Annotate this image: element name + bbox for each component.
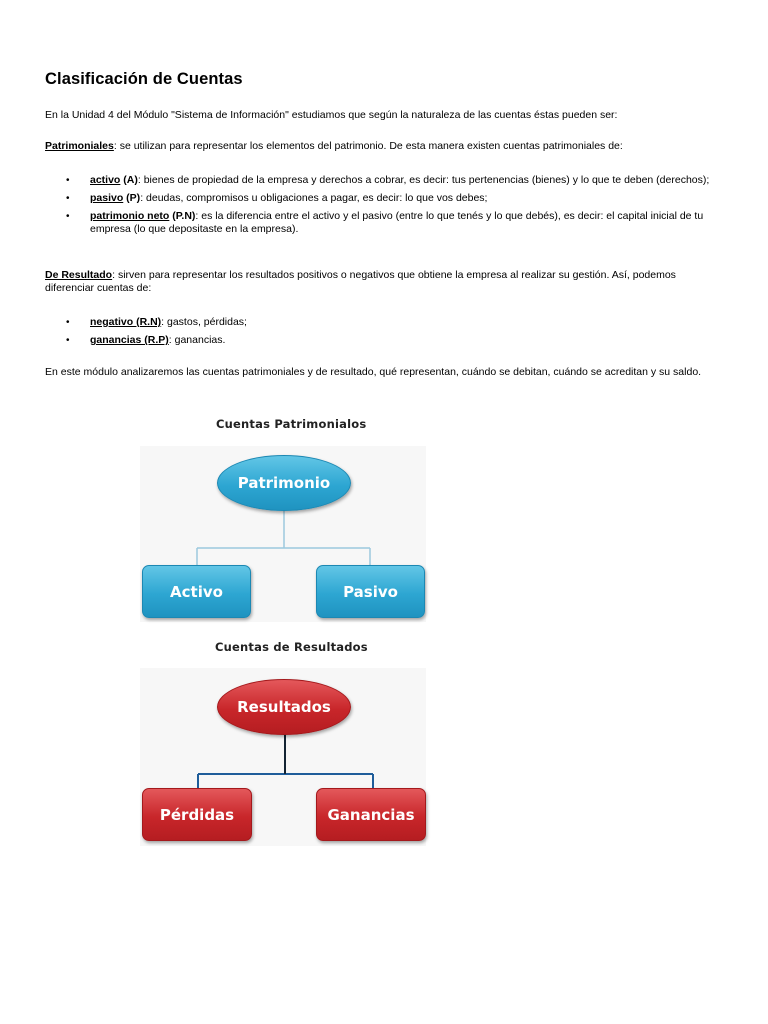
intro-paragraph: En la Unidad 4 del Módulo "Sistema de Información" estudiamos que según la naturaleza de las cuentas éstas pueden ser: [45,109,618,121]
negativo-term: negativo (R.N) [90,316,162,328]
pasivo-term: pasivo [90,192,124,204]
ganancias-text: : ganancias. [168,334,226,346]
activo-node: Activo [142,565,251,618]
pasivo-abbr: (P) [123,192,141,204]
activo-text: : bienes de propiedad de la empresa y derechos a cobrar, es decir: tus pertenencias (bienes) y lo que te deben (derechos); [137,174,710,186]
bullet-icon: • [66,211,70,222]
activo-term: activo [90,174,121,186]
diagram-patrimoniales-title: Cuentas Patrimonialos [216,417,367,431]
bullet-icon: • [66,175,70,186]
bullet-icon: • [66,317,70,328]
pasivo-node: Pasivo [316,565,425,618]
resultado-term: De Resultado [45,269,113,281]
bullet-icon: • [66,335,70,346]
negativo-text: : gastos, pérdidas; [161,316,247,328]
patrimonio-neto-text: : es la diferencia entre el activo y el pasivo (entre lo que tenés y lo que debés), es decir: el capital inicial de tu empresa (lo que depositaste en la empresa). [90,210,704,235]
perdidas-node: Pérdidas [142,788,252,841]
bullet-icon: • [66,193,70,204]
patrimonio-node: Patrimonio [217,455,351,511]
activo-abbr: (A) [120,174,138,186]
closing-paragraph: En este módulo analizaremos las cuentas patrimoniales y de resultado, qué representan, cuándo se debitan, cuándo se acreditan y su saldo. [45,366,702,378]
resultado-text: : sirven para representar los resultados positivos o negativos que obtiene la empresa al realizar su gestión. Así, podemos diferenciar cuentas de: [45,269,676,294]
ganancias-term: ganancias (R.P) [90,334,169,346]
patrimoniales-term: Patrimoniales [45,140,114,152]
resultados-node: Resultados [217,679,351,735]
patrimoniales-text: : se utilizan para representar los elementos del patrimonio. De esta manera existen cuentas patrimoniales de: [113,140,623,152]
pasivo-text: : deudas, compromisos u obligaciones a pagar, es decir: lo que vos debes; [140,192,488,204]
page-title: Clasificación de Cuentas [45,70,243,88]
diagram-resultados-title: Cuentas de Resultados [215,640,368,654]
ganancias-node: Ganancias [316,788,426,841]
patrimonio-neto-abbr: (P.N) [169,210,196,222]
patrimonio-neto-term: patrimonio neto [90,210,170,222]
